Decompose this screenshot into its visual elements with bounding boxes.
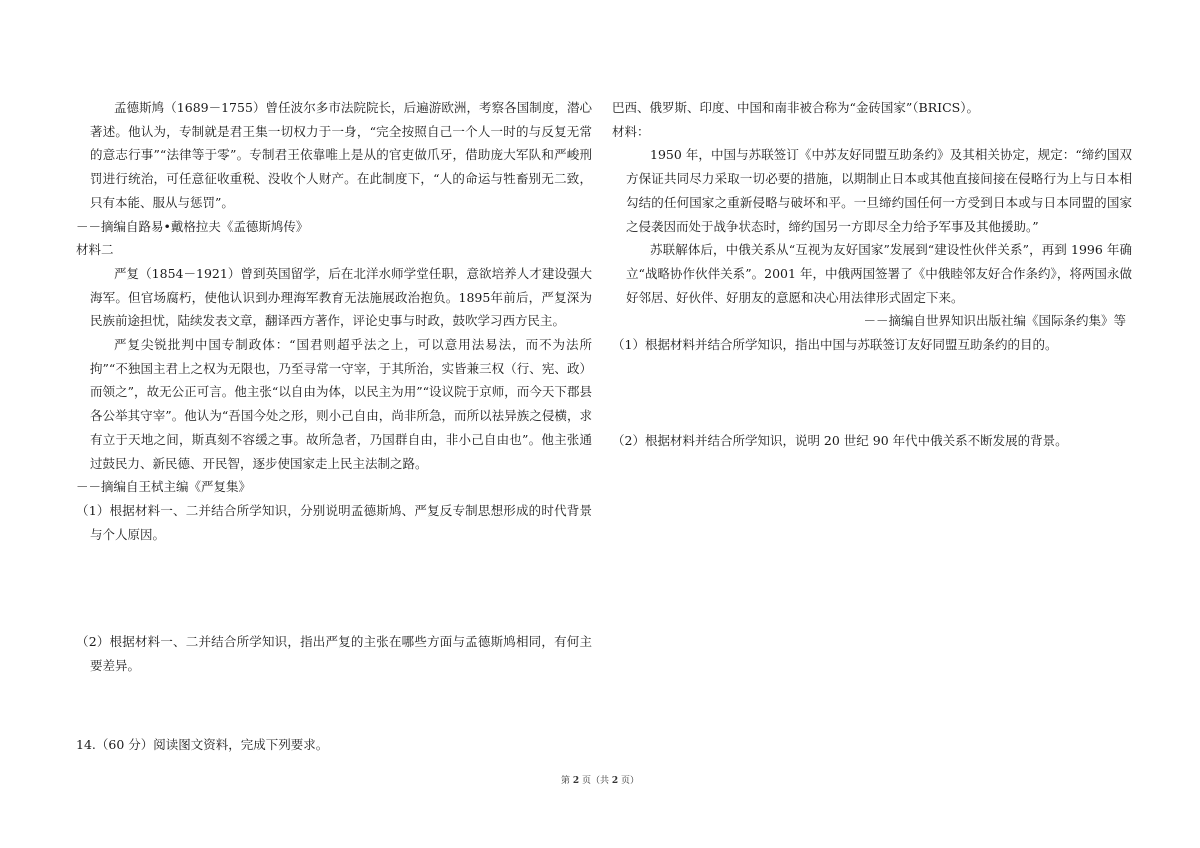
source-citation-2: －－摘编自王栻主编《严复集》 — [76, 479, 252, 495]
question-2: （2）根据材料一、二并结合所学知识，指出严复的主张在哪些方面与孟德斯鸠相同，有何主要差异。 — [76, 634, 592, 674]
answer-space-1 — [76, 546, 592, 630]
right-column — [612, 96, 1132, 452]
footer-total-pages: 2 — [611, 776, 619, 786]
source-citation-3: －－摘编自世界知识出版社编《国际条约集》等 — [863, 313, 1126, 329]
footer-post: 页） — [621, 776, 640, 786]
yanfu-paragraph-2: 严复尖锐批判中国专制政体：“国君则超乎法之上，可以意用法易法，而不为法所拘”“不独国主君上之权为无限也，乃至寻常一守宰，于其所治，实皆兼三权（行、宪、政）而领之”，故无公正可言。他主张“以自由为体，以民主为用”“设议院于京师，而今天下郡县各公举其守宰”。他认为“吾国今处之形，则小己自由，尚非所急，而所以祛异族之侵横，求有立于天地之间，斯真刻不容缓之事。故所急者，乃国群自由，非小己自由也”。他主张通过鼓民力、新民德、开民智，逐步使国家走上民主法制之路。 — [90, 337, 592, 471]
question-14: 14.（60 分）阅读图文资料，完成下列要求。 — [76, 737, 329, 752]
source-citation-1: －－摘编自路易•戴格拉夫《孟德斯鸠传》 — [76, 218, 309, 234]
question-1-right: （1）根据材料并结合所学知识，指出中国与苏联签订友好同盟互助条约的目的。 — [612, 337, 1058, 353]
ussr-dissolution-paragraph: 苏联解体后，中俄关系从“互视为友好国家”发展到“建设性伙伴关系”，再到 1996 年确立“战略协作伙伴关系”。2001 年，中俄两国签署了《中俄睦邻友好合作条约》，将两国永做好邻居、好伙伴、好朋友的意愿和决心用法律形式固定下来。 — [626, 242, 1132, 305]
footer-pre: 第 — [560, 776, 570, 786]
left-column — [76, 96, 592, 678]
question-1: （1）根据材料一、二并结合所学知识，分别说明孟德斯鸠、严复反专制思想形成的时代背景与个人原因。 — [76, 502, 592, 542]
yanfu-paragraph-1: 严复（1854－1921）曾到英国留学，后在北洋水师学堂任职，意欲培养人才建设强大海军。但官场腐朽，使他认识到办理海军教育无法施展政治抱负。1895年前后，严复深为民族前途担忧，陆续发表文章，翻译西方著作，评论史事与时政，鼓吹学习西方民主。 — [90, 265, 592, 329]
footer-mid: 页（共 — [581, 776, 609, 786]
material-label: 材料： — [612, 123, 650, 139]
question-2-right: （2）根据材料并结合所学知识，说明 20 世纪 90 年代中俄关系不断发展的背景。 — [612, 432, 1068, 448]
treaty-1950-paragraph: 1950 年，中国与苏联签订《中苏友好同盟互助条约》及其相关协定，规定：“缔约国双方保证共同尽力采取一切必要的措施，以期制止日本或其他直接间接在侵略行为上与日本相勾结的任何国家之重新侵略与破坏和平。一旦缔约国任何一方受到日本或与日本同盟的国家之侵袭因而处于战争状态时，缔约国另一方即尽全力给予军事及其他援助。” — [626, 147, 1132, 234]
footer-page-number: 2 — [572, 776, 580, 786]
brics-intro: 巴西、俄罗斯、印度、中国和南非被合称为“金砖国家”（BRICS）。 — [612, 100, 979, 115]
material-two-label: 材料二 — [76, 242, 114, 258]
answer-space-2 — [612, 357, 1132, 429]
montesquieu-paragraph: 孟德斯鸠（1689－1755）曾任波尔多市法院院长，后遍游欧洲，考察各国制度，潜心著述。他认为，专制就是君王集一切权力于一身，“完全按照自己一个人一时的与反复无常的意志行事”“法律等于零”。专制君王依靠唯上是从的官吏做爪牙，借助庞大军队和严峻刑罚进行统治，可任意征收重税、没收个人财产。在此制度下，“人的命运与牲畜别无二致，只有本能、服从与惩罚”。 — [90, 100, 592, 210]
page-footer — [0, 773, 1200, 786]
